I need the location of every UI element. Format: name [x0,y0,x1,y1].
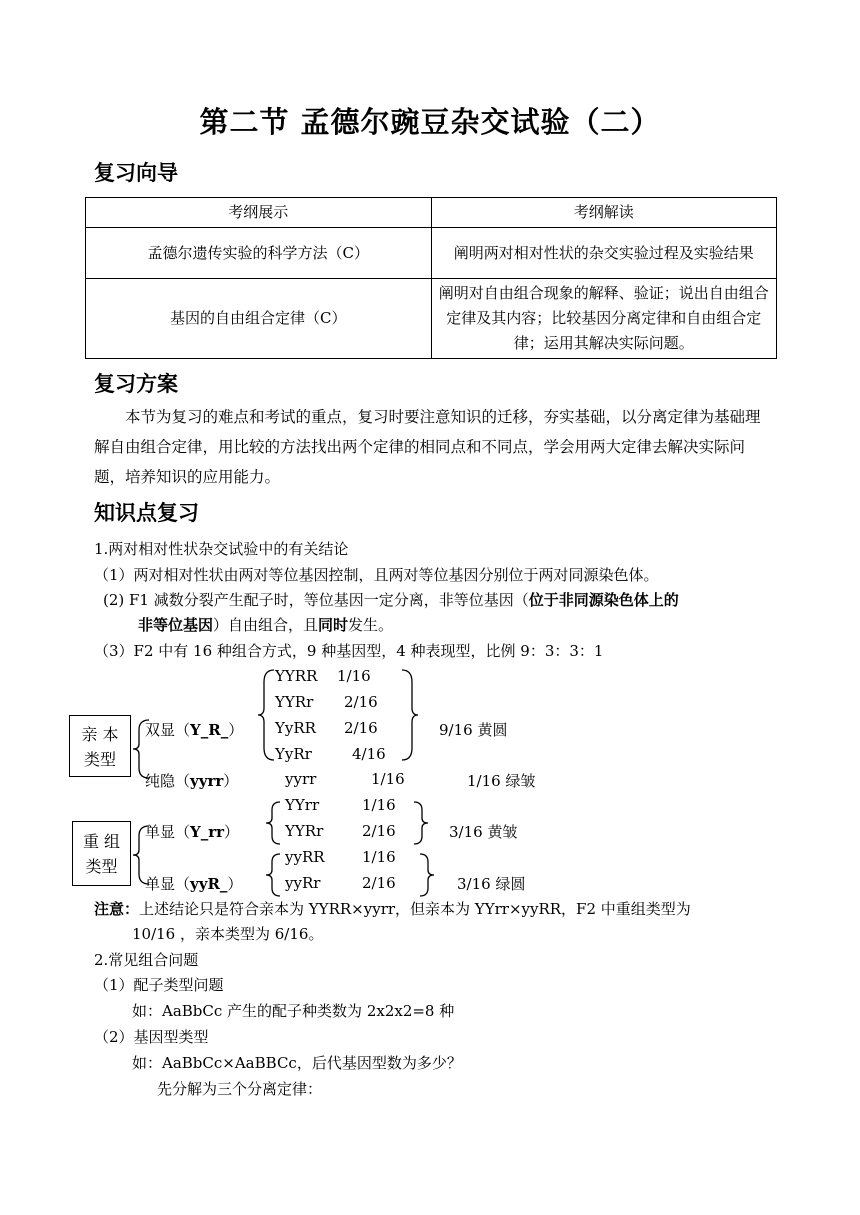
genotype: yyrr [285,770,317,788]
brace-icon [412,800,430,846]
k1-point-2 [103,589,679,610]
text-span: ） [224,823,240,841]
genotype: yyRr [285,874,321,892]
genotype: YyRr [275,745,312,763]
phenotype-result: 9/16 黄圆 [439,721,508,739]
table-cell: 阐明两对相对性状的杂交实验过程及实验结果 [431,228,777,279]
table-row [86,279,777,359]
bold-text: 非等位基因 [138,616,214,634]
phenotype-result: 3/16 绿圆 [457,875,526,893]
text-span: 双显（ [145,721,191,739]
phenotype-result: 1/16 绿皱 [467,772,536,790]
genotype: YYRR [275,667,318,685]
note-line-2: 10/16 ，亲本类型为 6/16。 [132,925,324,943]
plan-paragraph: 本节为复习的难点和考试的重点，复习时要注意知识的迁移，夯实基础，以分离定律为基础理解自由组合定律，用比较的方法找出两个定律的相同点和不同点，学会用两大定律去解决实际问题，培养知识的应用能力。 [94,408,761,486]
genotype-freq: 1/16 [371,770,405,788]
bold-text: 位于非同源染色体上的 [528,591,679,609]
text-span: 纯隐（ [145,772,191,790]
k1-heading: 1.两对相对性状杂交试验中的有关结论 [94,540,349,558]
genotype: YyRR [275,719,316,737]
table-cell: 孟德尔遗传实验的科学方法（C） [86,228,432,279]
brace-icon [256,668,276,762]
genotype-freq: 1/16 [362,796,396,814]
k1-point-2-cont [138,614,393,635]
syllabus-table [85,197,777,359]
genotype-row [275,667,317,685]
section-heading-review-plan: 复习方案 [94,372,178,396]
k2-point-2-step: 先分解为三个分离定律： [157,1080,323,1098]
text-span: 发生。 [348,616,394,634]
genotype: YYRr [275,693,314,711]
genotype-freq: 1/16 [337,667,371,685]
genotype-row [275,719,316,737]
genotype: YYRr [285,822,324,840]
double-dominant-label [145,719,243,740]
text-span: ） [223,772,239,790]
page-title: 第二节 孟德尔豌豆杂交试验（二） [199,105,661,139]
genotype: yyRR [285,848,325,866]
table-header-row [86,198,777,228]
table-header-cell: 考纲展示 [86,198,432,228]
text-span: ）自由组合，且 [213,616,319,634]
text-span: 上述结论只是符合亲本为 YYRR×yyrr，但亲本为 YYrr×yyRR，F2 中重组类型为 [139,900,691,918]
note-line-1 [94,898,691,919]
section-heading-review-guide: 复习向导 [94,161,178,185]
box-label: 类型 [85,857,118,876]
text-span: ） [228,721,244,739]
section-heading-knowledge-review: 知识点复习 [94,501,199,525]
box-label: 亲 本 [81,725,119,744]
text-span: 单显（ [145,823,191,841]
genotype-freq: 2/16 [362,874,396,892]
parent-type-box [69,715,131,777]
brace-icon [264,852,282,898]
genotype-freq: 4/16 [352,745,386,763]
box-label: 类型 [83,750,116,769]
genotype-freq: 2/16 [344,719,378,737]
k1-point-1: （1）两对相对性状由两对等位基因控制，且两对等位基因分别位于两对同源染色体。 [94,566,659,584]
bold-text: Y_rr [190,823,225,841]
phenotype-result: 3/16 黄皱 [449,823,518,841]
k2-point-2: （2）基因型类型 [94,1028,209,1046]
bold-text: 同时 [318,616,349,634]
bold-text: Y_R_ [190,721,229,739]
genotype-row [275,693,313,711]
note-label: 注意： [94,900,140,918]
table-header-cell: 考纲解读 [431,198,777,228]
bold-text: yyR_ [190,875,228,893]
k2-point-1-example: 如：AaBbCc 产生的配子种类数为 2x2x2=8 种 [132,1002,455,1020]
genotype-freq: 1/16 [362,848,396,866]
text-span: ） [227,875,243,893]
recombinant-type-box [72,821,131,886]
genotype-freq: 2/16 [362,822,396,840]
k2-point-2-example: 如：AaBbCc×AaBBCc，后代基因型数为多少？ [132,1054,462,1072]
brace-icon [264,800,282,846]
genotype-freq: 2/16 [344,693,378,711]
table-cell: 基因的自由组合定律（C） [86,279,432,359]
k1-point-3: （3）F2 中有 16 种组合方式，9 种基因型，4 种表现型，比例 9：3：3：1 [94,642,604,660]
k2-heading: 2.常见组合问题 [94,951,199,969]
table-cell: 阐明对自由组合现象的解释、验证；说出自由组合定律及其内容；比较基因分离定律和自由组合定律；运用其解决实际问题。 [431,279,777,359]
brace-icon [400,668,420,762]
genotype-row [275,745,312,763]
brace-icon [418,852,436,898]
double-recessive-label [145,770,238,791]
single-dominant-y-label [145,821,239,842]
table-row [86,228,777,279]
bold-text: yyrr [190,772,224,790]
single-dominant-r-label [145,873,242,894]
text-span: (2) F1 减数分裂产生配子时，等位基因一定分离，非等位基因（ [103,591,529,609]
k2-point-1: （1）配子类型问题 [94,976,224,994]
box-label: 重 组 [82,832,121,851]
text-span: 单显（ [145,875,191,893]
genotype: YYrr [285,796,320,814]
